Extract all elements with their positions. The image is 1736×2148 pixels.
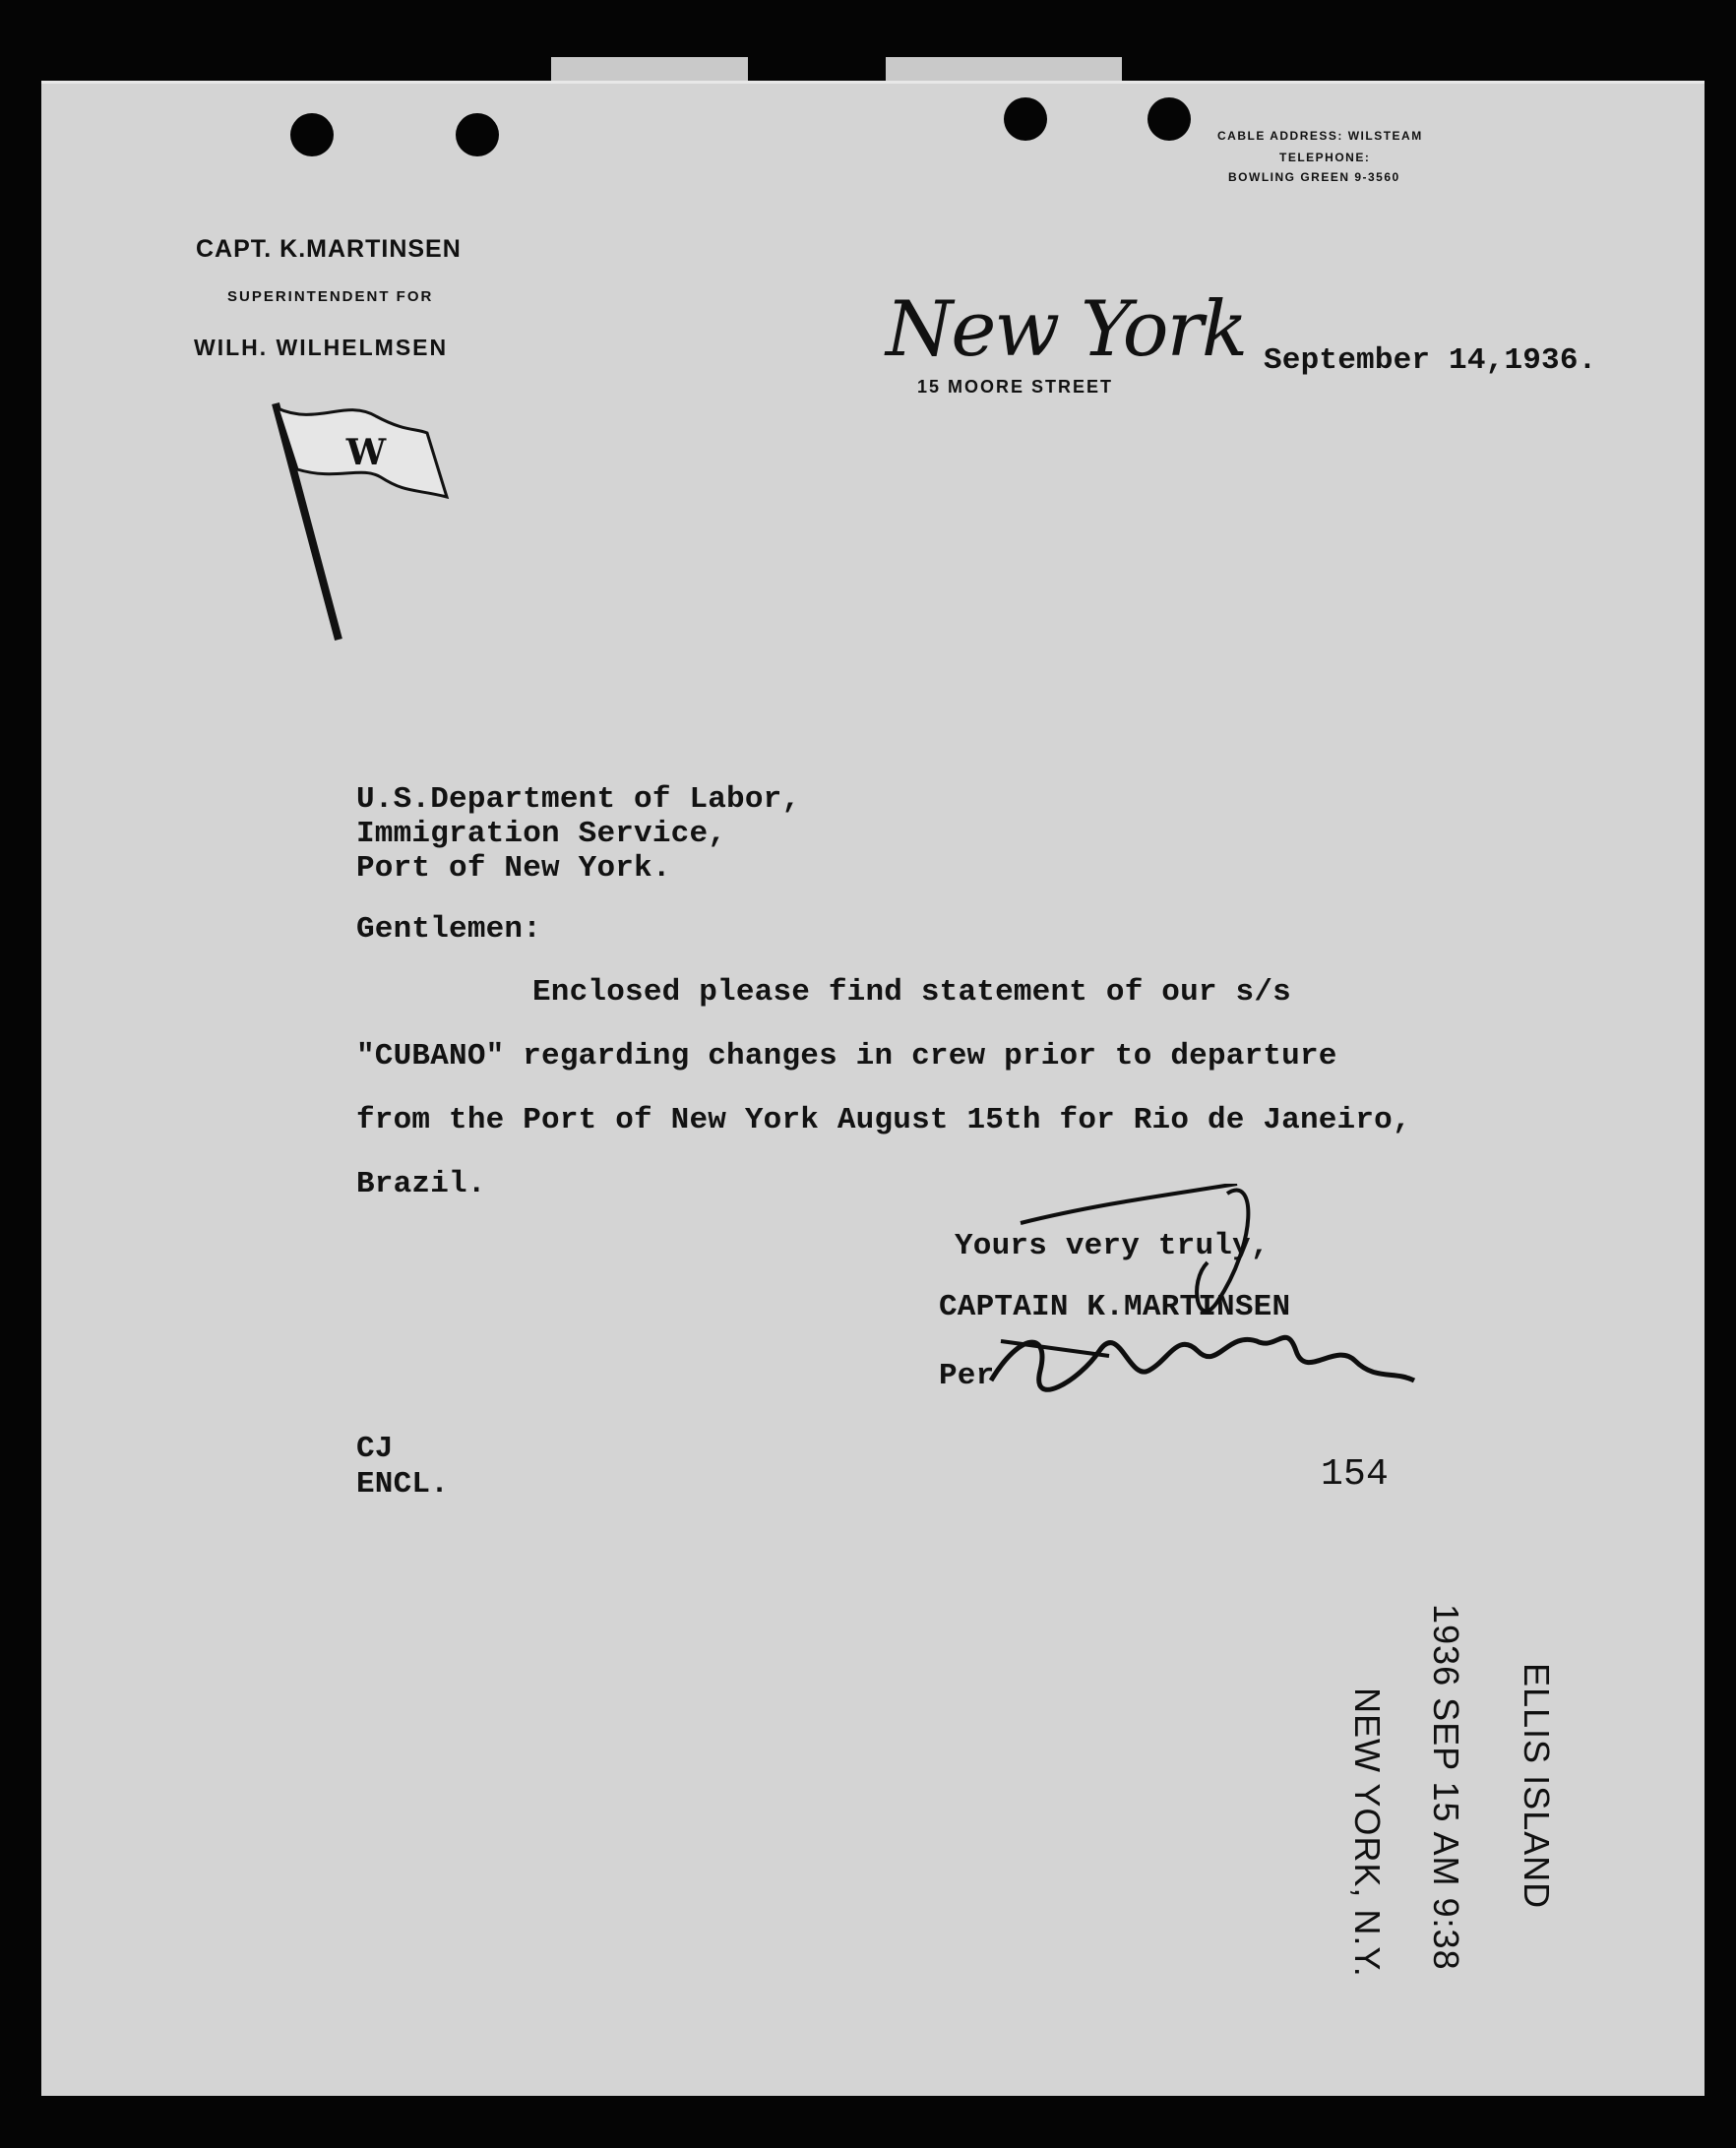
- letterhead-name: CAPT. K.MARTINSEN: [196, 235, 462, 263]
- letterhead-street: 15 MOORE STREET: [917, 377, 1114, 397]
- receipt-stamp-line: 1936 SEP 15 AM 9:38: [1426, 1604, 1466, 1971]
- punch-hole: [290, 113, 334, 156]
- address-line: U.S.Department of Labor,: [356, 782, 801, 817]
- punch-hole: [1004, 97, 1047, 141]
- letterhead-telephone: BOWLING GREEN 9-3560: [1228, 170, 1400, 184]
- letterhead-role: SUPERINTENDENT FOR: [227, 288, 434, 305]
- letterhead-telephone-label: TELEPHONE:: [1279, 151, 1371, 164]
- body-line: Brazil.: [356, 1167, 486, 1201]
- address-line: Immigration Service,: [356, 817, 727, 851]
- handwritten-signature: [961, 1184, 1424, 1430]
- letterhead-cable: CABLE ADDRESS: WILSTEAM: [1217, 129, 1423, 143]
- punch-hole: [1147, 97, 1191, 141]
- body-line: Enclosed please find statement of our s/s: [532, 975, 1291, 1010]
- typist-initials: CJ: [356, 1432, 394, 1466]
- address-line: Port of New York.: [356, 851, 671, 886]
- body-line: from the Port of New York August 15th for Rio de Janeiro,: [356, 1103, 1411, 1137]
- letterhead-company: WILH. WILHELMSEN: [194, 335, 449, 360]
- enclosure-note: ENCL.: [356, 1467, 450, 1502]
- letter-date: September 14,1936.: [1264, 343, 1597, 378]
- house-flag-logo: [268, 399, 465, 644]
- page-number: 154: [1321, 1453, 1390, 1496]
- body-line: "CUBANO" regarding changes in crew prior to departure: [356, 1039, 1337, 1074]
- letter-page: [41, 81, 1705, 2096]
- salutation: Gentlemen:: [356, 912, 542, 947]
- per-label: Per: [939, 1359, 995, 1393]
- receipt-stamp-line: ELLIS ISLAND: [1517, 1663, 1557, 1910]
- flag-letter: W: [345, 432, 387, 473]
- letterhead-city: New York: [886, 285, 1247, 374]
- closing: Yours very truly,: [955, 1229, 1270, 1263]
- signatory: CAPTAIN K.MARTINSEN: [939, 1290, 1291, 1324]
- punch-hole: [456, 113, 499, 156]
- receipt-stamp-line: NEW YORK, N.Y.: [1347, 1688, 1388, 1978]
